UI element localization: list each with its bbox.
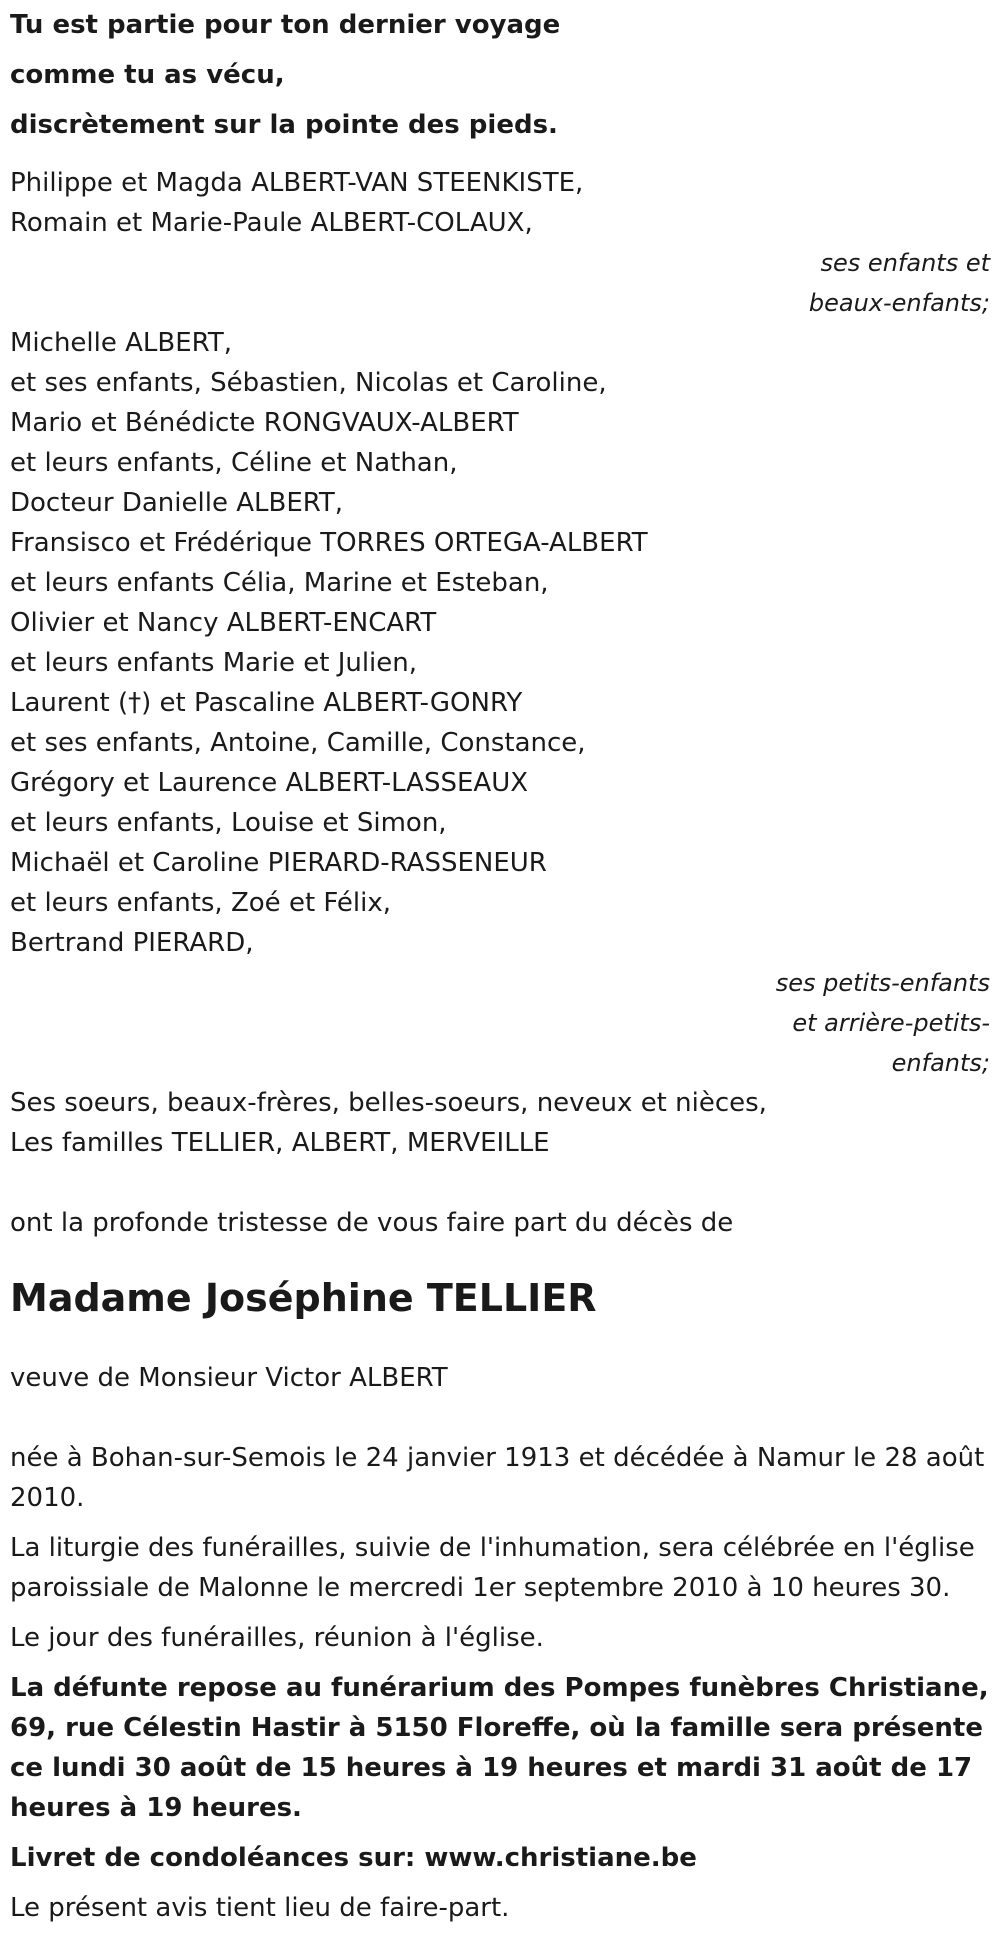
family-line: et ses enfants, Antoine, Camille, Constance, bbox=[10, 728, 586, 758]
poem-line: comme tu as vécu, bbox=[10, 60, 285, 90]
announcement: ont la profonde tristesse de vous faire part du décès de bbox=[10, 1208, 734, 1238]
deceased-name: Madame Joséphine TELLIER bbox=[10, 1276, 597, 1320]
poem-line: discrètement sur la pointe des pieds. bbox=[10, 110, 558, 140]
extended-family bbox=[10, 1083, 990, 1163]
repose-info: La défunte repose au funérarium des Pompes funèbres Christiane, 69, rue Célestin Hastir à 5150 Floreffe, où la famille sera présente ce lundi 30 août de 15 heures à 19 heures et mardi 31 août de 17 heures à 19 heures. bbox=[10, 1673, 989, 1823]
family-line: Michaël et Caroline PIERARD-RASSENEUR bbox=[10, 848, 547, 878]
poem bbox=[10, 0, 990, 150]
grandchildren-label bbox=[10, 963, 990, 1083]
family-line: et leurs enfants, Zoé et Félix, bbox=[10, 888, 392, 918]
poem-line: Tu est partie pour ton dernier voyage bbox=[10, 10, 561, 40]
family-line: Fransisco et Frédérique TORRES ORTEGA-ALBERT bbox=[10, 528, 648, 558]
family-line: Ses soeurs, beaux-frères, belles-soeurs, neveux et nièces, bbox=[10, 1088, 767, 1118]
family-line: Romain et Marie-Paule ALBERT-COLAUX, bbox=[10, 208, 533, 238]
family-line: Philippe et Magda ALBERT-VAN STEENKISTE, bbox=[10, 168, 584, 198]
family-line: Laurent (†) et Pascaline ALBERT-GONRY bbox=[10, 688, 523, 718]
family-line: et leurs enfants Marie et Julien, bbox=[10, 648, 418, 678]
family-line: et ses enfants, Sébastien, Nicolas et Caroline, bbox=[10, 368, 607, 398]
family-line: Mario et Bénédicte RONGVAUX-ALBERT bbox=[10, 408, 519, 438]
relation-label-line: enfants; bbox=[891, 1049, 990, 1077]
family-line: Michelle ALBERT, bbox=[10, 328, 232, 358]
grandchildren-list bbox=[10, 323, 990, 963]
family-line: Les familles TELLIER, ALBERT, MERVEILLE bbox=[10, 1128, 550, 1158]
family-line: et leurs enfants, Louise et Simon, bbox=[10, 808, 447, 838]
birth-death-info: née à Bohan-sur-Semois le 24 janvier 1913 et décédée à Namur le 28 août 2010. bbox=[10, 1443, 985, 1513]
relation-label-line: ses petits-enfants bbox=[775, 969, 990, 997]
relation-label-line: ses enfants et bbox=[820, 249, 990, 277]
closing-note: Le présent avis tient lieu de faire-part. bbox=[10, 1893, 510, 1923]
condolences-info: Livret de condoléances sur: www.christiane.be bbox=[10, 1843, 697, 1873]
family-line: et leurs enfants, Céline et Nathan, bbox=[10, 448, 458, 478]
children-list bbox=[10, 163, 990, 243]
death-notice bbox=[10, 0, 990, 1938]
family-line: Grégory et Laurence ALBERT-LASSEAUX bbox=[10, 768, 529, 798]
spacer bbox=[10, 1163, 990, 1203]
family-line: Bertrand PIERARD, bbox=[10, 928, 254, 958]
liturgy-info: La liturgie des funérailles, suivie de l'inhumation, sera célébrée en l'église paroissiale de Malonne le mercredi 1er septembre 2010 à 10 heures 30. bbox=[10, 1533, 975, 1603]
family-line: Docteur Danielle ALBERT, bbox=[10, 488, 344, 518]
relation-label-line: et arrière-petits- bbox=[792, 1009, 990, 1037]
spacer bbox=[10, 1398, 990, 1438]
relation-label-line: beaux-enfants; bbox=[808, 289, 990, 317]
family-line: Olivier et Nancy ALBERT-ENCART bbox=[10, 608, 437, 638]
children-label bbox=[10, 243, 990, 323]
widow-of: veuve de Monsieur Victor ALBERT bbox=[10, 1363, 448, 1393]
family-line: et leurs enfants Célia, Marine et Esteban, bbox=[10, 568, 549, 598]
meeting-info: Le jour des funérailles, réunion à l'église. bbox=[10, 1623, 544, 1653]
